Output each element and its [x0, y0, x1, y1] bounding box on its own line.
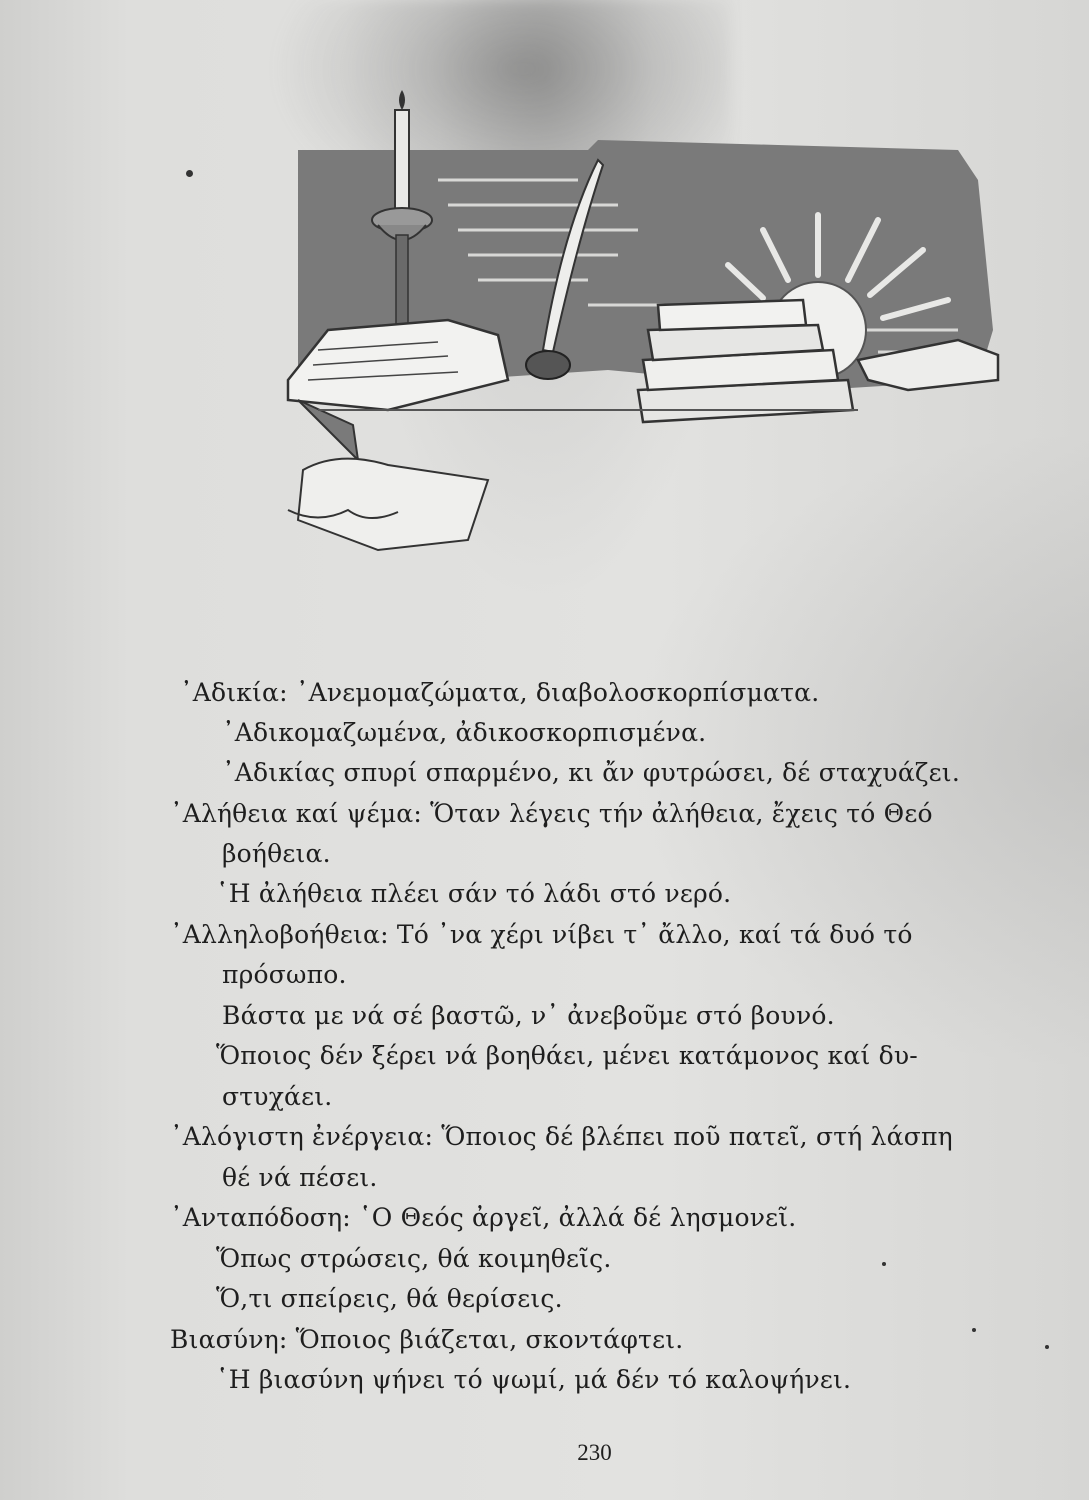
entry-line: ᾿Αδικία: ᾿Ανεμομαζώματα, διαβολοσκορπίσματα. [180, 678, 820, 707]
entry-line: Ὅποιος δέν ξέρει νά βοηθάει, μένει κατάμονος καί δυ- [216, 1041, 918, 1070]
entry-line: ᾿Αλληλοβοήθεια: Τό ᾿να χέρι νίβει τ᾿ ἄλλο, καί τά δυό τό [170, 920, 913, 949]
entry-line: ᾿Αλήθεια καί ψέμα: Ὅταν λέγεις τήν ἀλήθεια, ἔχεις τό Θεό [170, 799, 933, 828]
entry-line: ῾Η ἀλήθεια πλέει σάν τό λάδι στό νερό. [216, 879, 732, 908]
entry-line: ᾿Αδικομαζωμένα, ἀδικοσκορπισμένα. [222, 718, 707, 747]
entry-line: Βάστα με νά σέ βαστῶ, ν᾿ ἀνεβοῦμε στό βουνό. [222, 1001, 835, 1030]
entry-line: βοήθεια. [222, 839, 331, 868]
entry-line: ῾Η βιασύνη ψήνει τό ψωμί, μά δέν τό καλοψήνει. [216, 1365, 852, 1394]
entry-line: Βιασύνη: Ὅποιος βιάζεται, σκοντάφτει. [170, 1325, 684, 1354]
entry-line: θέ νά πέσει. [222, 1163, 378, 1192]
entry-line: ᾿Ανταπόδοση: ῾Ο Θεός ἀργεῖ, ἀλλά δέ λησμονεῖ. [170, 1203, 797, 1232]
page-number: 230 [577, 1440, 612, 1465]
entry-line: πρόσωπο. [222, 960, 347, 989]
entry-line: Ὅ,τι σπείρεις, θά θερίσεις. [216, 1284, 563, 1313]
entry-line: στυχάει. [222, 1082, 333, 1111]
entry-line: Ὅπως στρώσεις, θά κοιμηθεῖς. [216, 1244, 612, 1273]
entry-line: ᾿Αδικίας σπυρί σπαρμένο, κι ἄν φυτρώσει, δέ σταχυάζει. [222, 758, 960, 787]
entry-line: ᾿Αλόγιστη ἐνέργεια: Ὅποιος δέ βλέπει ποῦ πατεῖ, στή λάσπη [170, 1122, 953, 1151]
